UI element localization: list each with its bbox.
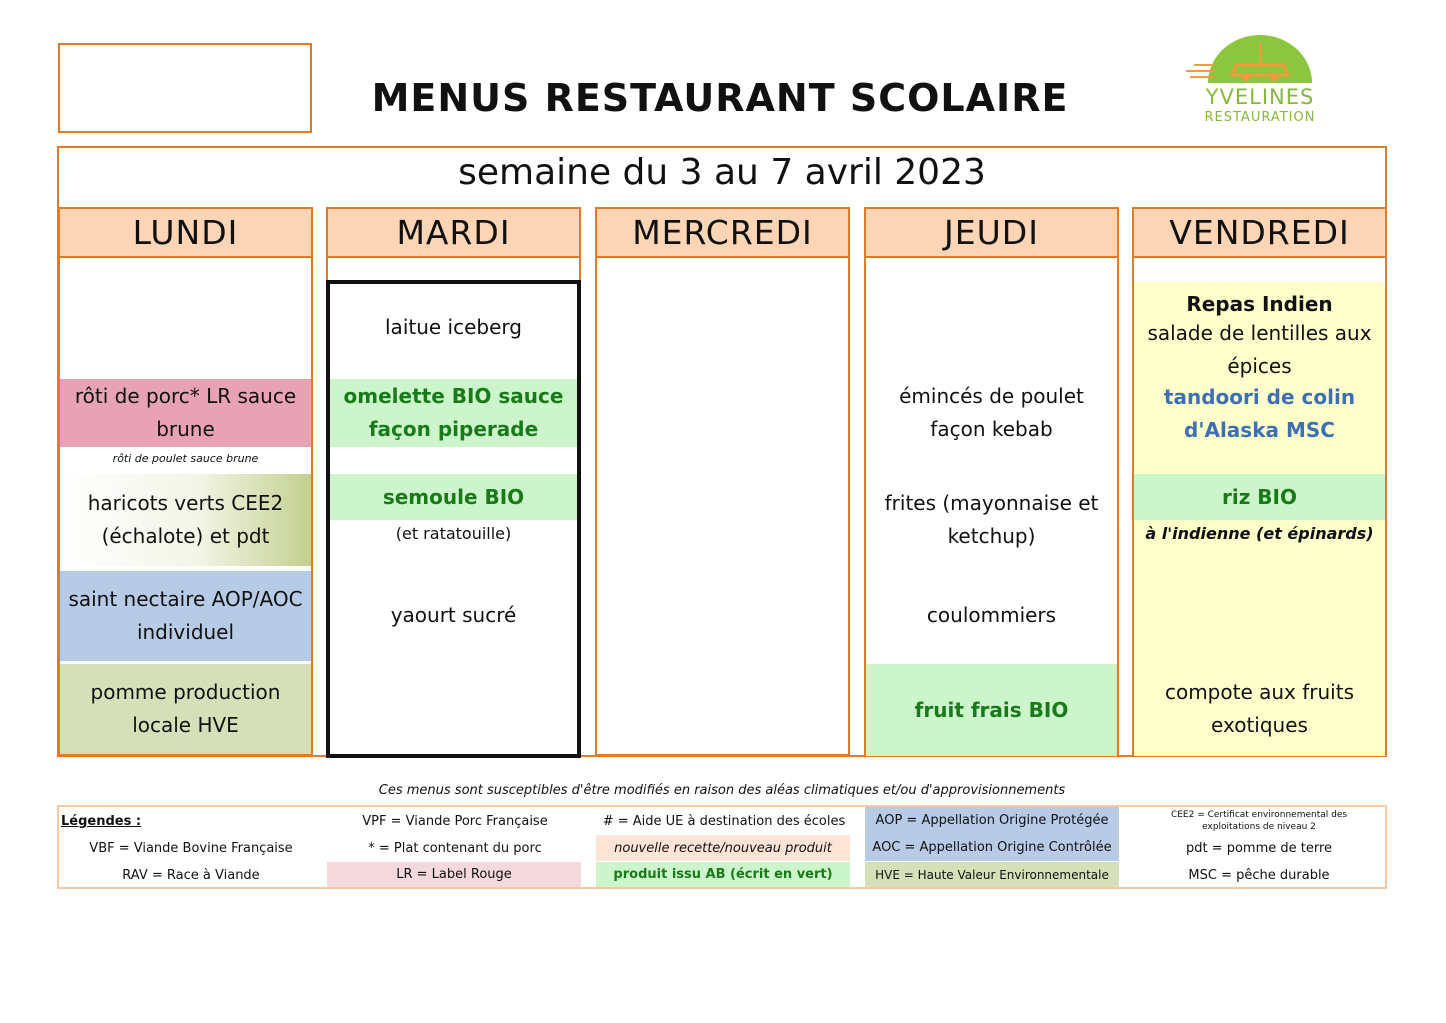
day-header-lundi: LUNDI [60, 209, 311, 258]
legend-aoc: AOC = Appellation Origine Contrôlée [865, 834, 1119, 861]
legend-ab: produit issu AB (écrit en vert) [596, 862, 850, 887]
mardi-starter: laitue iceberg [385, 314, 522, 339]
jeudi-side-dish: frites (mayonnaise et ketchup) [884, 491, 1099, 548]
day-header-mercredi: MERCREDI [597, 209, 848, 258]
vendredi-theme: Repas Indien [1186, 291, 1333, 316]
vendredi-starter: salade de lentilles aux épices [1147, 321, 1372, 378]
day-header-vendredi: VENDREDI [1134, 209, 1385, 258]
day-header-mardi: MARDI [328, 209, 579, 258]
vendredi-dessert: compote aux fruits exotiques [1164, 680, 1355, 737]
lundi-dessert: pomme production locale HVE [60, 664, 311, 754]
legend-title: Légendes : [61, 813, 142, 829]
legend-nouveau: nouvelle recette/nouveau produit [596, 835, 850, 861]
legend-aop: AOP = Appellation Origine Protégée [865, 807, 1119, 834]
mardi-dairy: yaourt sucré [390, 602, 517, 627]
lundi-cheese: saint nectaire AOP/AOC individuel [60, 571, 311, 661]
legend-lr: LR = Label Rouge [327, 862, 581, 887]
column-mercredi [595, 207, 850, 756]
jeudi-main-dish: émincés de poulet façon kebab [899, 384, 1084, 441]
column-vendredi [1132, 207, 1387, 756]
legend-hve: HVE = Haute Valeur Environnementale [865, 862, 1119, 887]
vendredi-main-dish: tandoori de colin d'Alaska MSC [1163, 385, 1356, 442]
jeudi-dessert: fruit frais BIO [866, 664, 1117, 756]
column-lundi [58, 207, 313, 756]
vendredi-side-note: à l'indienne (et épinards) [1145, 524, 1374, 543]
legend-msc: MSC = pêche durable [1188, 867, 1330, 883]
mardi-side-dish: semoule BIO [328, 474, 579, 520]
legend-vpf: VPF = Viande Porc Française [362, 813, 548, 829]
mardi-highlight-border [326, 280, 581, 758]
logo-text-yvelines: YVELINES [1205, 85, 1315, 109]
legend-pdt: pdt = pomme de terre [1185, 840, 1333, 856]
jeudi-cheese: coulommiers [926, 602, 1057, 627]
lundi-alt-dish: rôti de poulet sauce brune [112, 452, 259, 465]
logo-text-restauration: RESTAURATION [1204, 110, 1316, 125]
logo-placeholder-box [58, 43, 312, 133]
mardi-main-dish: omelette BIO sauce façon piperade [328, 379, 579, 447]
legend-box [57, 805, 1387, 889]
yvelines-restauration-logo [1180, 35, 1320, 130]
legend-aide-ue: # = Aide UE à destination des écoles [602, 813, 846, 829]
mardi-side-note: (et ratatouille) [395, 524, 512, 543]
lundi-side-dish: haricots verts CEE2 (échalote) et pdt [60, 474, 311, 566]
legend-porc: * = Plat contenant du porc [368, 840, 542, 856]
disclaimer-note: Ces menus sont susceptibles d'être modifiés en raison des aléas climatiques et/ou d'approvisionnements [378, 783, 1066, 798]
legend-rav: RAV = Race à Viande [122, 867, 260, 883]
vendredi-side-dish: riz BIO [1134, 474, 1385, 520]
week-title: semaine du 3 au 7 avril 2023 [458, 152, 986, 193]
day-header-jeudi: JEUDI [866, 209, 1117, 258]
lundi-main-dish: rôti de porc* LR sauce brune [60, 379, 311, 447]
column-jeudi [864, 207, 1119, 756]
legend-vbf: VBF = Viande Bovine Française [89, 840, 293, 856]
legend-cee2: CEE2 = Certificat environnemental des exploitations de niveau 2 [1170, 810, 1348, 832]
page-title: MENUS RESTAURANT SCOLAIRE [371, 76, 1069, 120]
